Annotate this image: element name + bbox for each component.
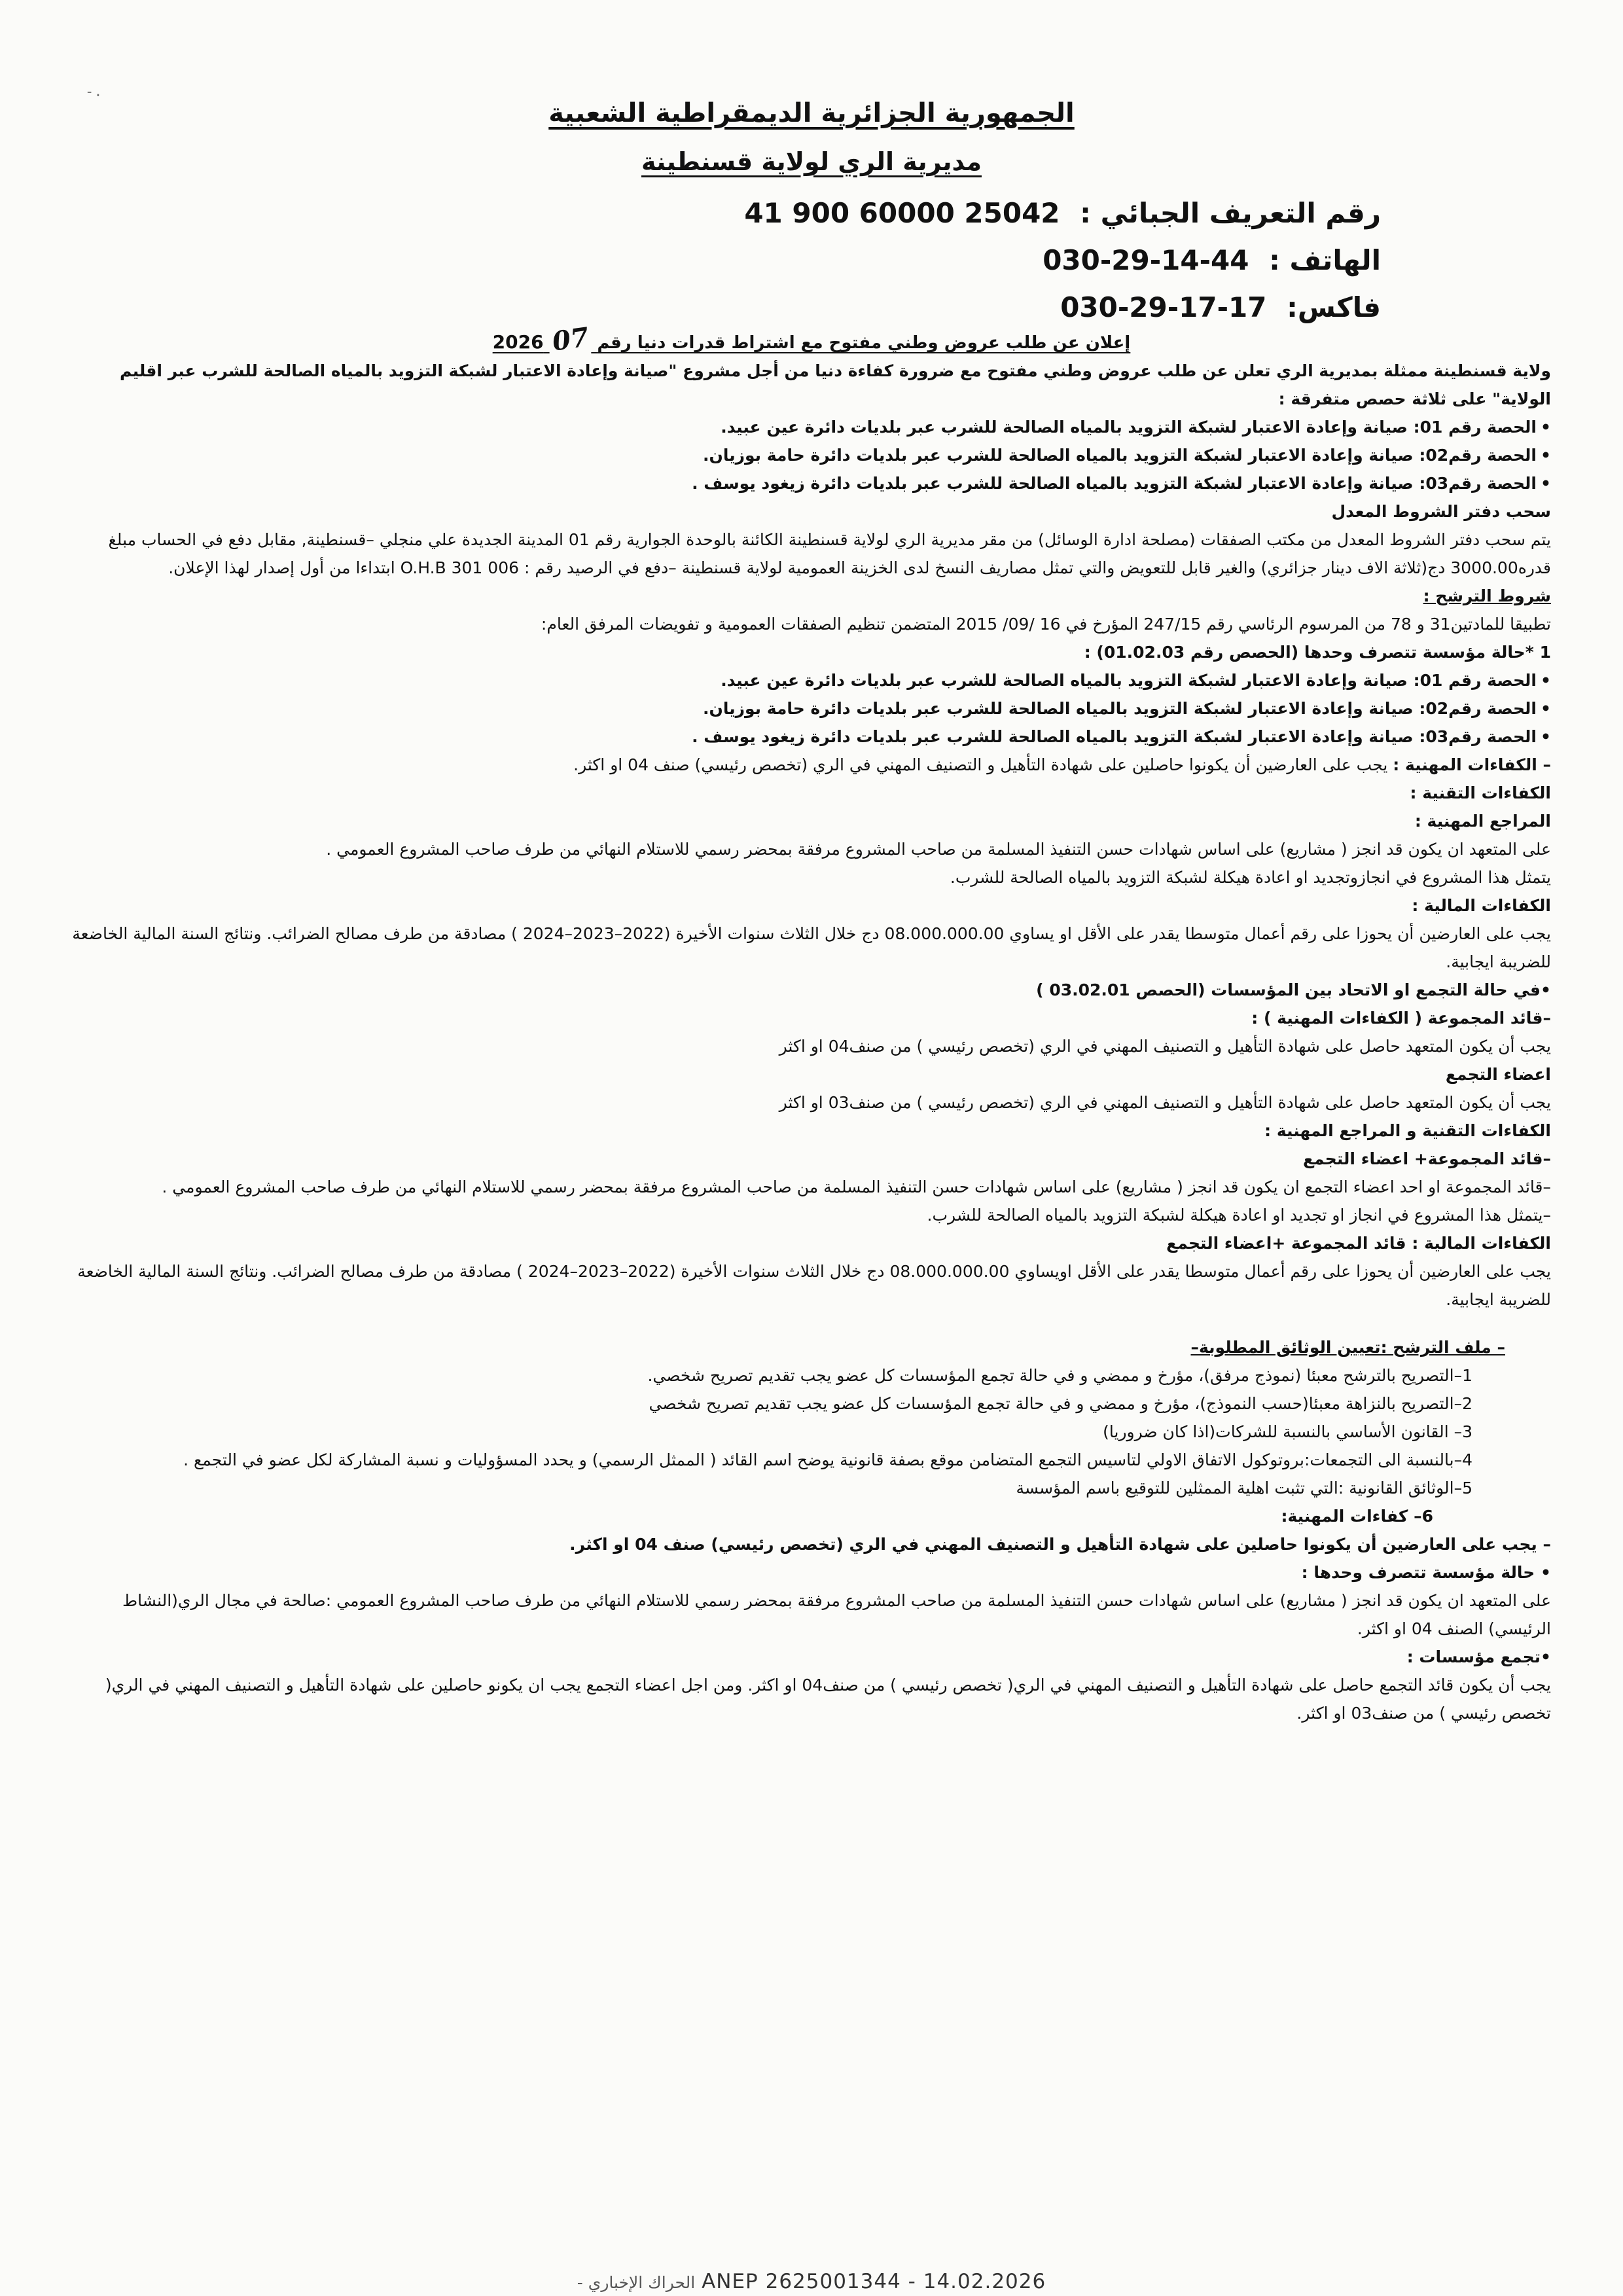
dossier-item-4: 4–بالنسبة الى التجمعات:بروتوكول الاتفاق الاولي لتاسيس التجمع المتضامن موقع بصفة قانونية يوضح اسم القائد ( الممثل الرسمي) و يحدد المسؤوليات و نسبة المشاركة لكل عضو في التجمع . bbox=[183, 1450, 1472, 1469]
withdrawal-heading: سحب دفتر الشروط المعدل bbox=[1331, 502, 1551, 521]
withdrawal-paragraph: يتم سحب دفتر الشروط المعدل من مكتب الصفقات (مصلحة ادارة الوسائل) من مقر مديرية الري لولاية قسنطينة الكائنة بالوحدة الجوارية رقم 01 المدينة الجديدة علي منجلي –قسنطينة, مقابل دفع في الحساب مبلغ قدره3000.00 دج(ثلاثة الاف دينار جزائري) والغير قابل للتعويض والتي تمثل مصاريف النسخ لدى الخزينة العمومية لولاية قسنطينة –دفع في الرصيد رقم : O.H.B 301 006 ابتداءا من أول إصدار لهذا الإعلان. bbox=[108, 530, 1551, 577]
professional-references-text-2: يتمثل هذا المشروع في انجازوتجديد او اعادة هيكلة لشبكة التزويد بالمياه الصالحة للشرب. bbox=[950, 868, 1551, 887]
dossier-item-6-text: – يجب على العارضين أن يكونوا حاصلين على شهادة التأهيل و التصنيف المهني في الري (تخصص رئيسي) صنف 04 او اكثر. bbox=[569, 1535, 1551, 1554]
professional-references-text-1: على المتعهد ان يكون قد انجز ( مشاريع) على اساس شهادات حسن التنفيذ المسلمة من صاحب المشروع مرفقة بمحضر رسمي للاستلام النهائي من طرف صاحب المشروع العمومي . bbox=[326, 840, 1551, 859]
conditions-heading: شروط الترشح : bbox=[1423, 586, 1551, 605]
group-companies-heading: •تجمع مؤسسات : bbox=[1406, 1647, 1551, 1666]
technical-references-heading: الكفاءات التقنية و المراجع المهنية : bbox=[1264, 1121, 1551, 1140]
announcement-title-text: إعلان عن طلب عروض وطني مفتوح مع اشتراط قدرات دنيا رقم bbox=[597, 333, 1131, 353]
phone-row bbox=[596, 237, 1381, 284]
handwritten-lot-number: 07 bbox=[550, 321, 591, 357]
professional-references-heading: المراجع المهنية : bbox=[1414, 812, 1551, 831]
announcement-title bbox=[0, 321, 1623, 357]
contact-block bbox=[596, 190, 1381, 331]
dossier-item-1: 1–التصريح بالترشح معبئا (نموذج مرفق)، مؤرخ و ممضي و في حالة تجمع المؤسسات كل عضو يجب تقديم تصريح شخصي. bbox=[647, 1366, 1472, 1385]
fax-value: 030-29-17-17 bbox=[1060, 291, 1267, 323]
anep-reference: ANEP 2625001344 - 14.02.2026 bbox=[702, 2270, 1046, 2293]
intro-lot-1: • الحصة رقم 01: صيانة وإعادة الاعتبار لشبكة التزويد بالمياه الصالحة للشرب عبر بلديات دائرة عين عبيد. bbox=[65, 413, 1551, 441]
case1-lot-1: • الحصة رقم 01: صيانة وإعادة الاعتبار لشبكة التزويد بالمياه الصالحة للشرب عبر بلديات دائرة عين عبيد. bbox=[65, 666, 1551, 694]
fax-label: فاكس: bbox=[1287, 291, 1381, 323]
footer bbox=[0, 2270, 1623, 2293]
financial-competence-heading: الكفاءات المالية : bbox=[1412, 896, 1551, 915]
leader-members-heading: –قائد المجموعة+ اعضاء التجمع bbox=[1302, 1149, 1551, 1168]
section-gap bbox=[65, 1314, 1551, 1333]
intro-paragraph: ولاية قسنطينة ممثلة بمديرية الري تعلن عن طلب عروض وطني مفتوح مع ضرورة كفاءة دنيا من أجل مشروع "صيانة وإعادة الاعتبار لشبكة التزويد بالمياه الصالحة للشرب عبر اقليم الولاية" على ثلاثة حصص متفرقة : bbox=[120, 361, 1551, 408]
leader-members-text-1: –قائد المجموعة او احد اعضاء التجمع ان يكون قد انجز ( مشاريع) على اساس شهادات حسن التنفيذ المسلمة من صاحب المشروع مرفقة بمحضر رسمي للاستلام النهائي من طرف صاحب المشروع العمومي . bbox=[162, 1177, 1551, 1196]
dossier-item-5: 5–الوثائق القانونية :التي تثبت اهلية الممثلين للتوقيع باسم المؤسسة bbox=[1016, 1479, 1472, 1498]
republic-header: الجمهورية الجزائرية الديمقراطية الشعبية bbox=[548, 98, 1075, 128]
technical-competence-heading: الكفاءات التقنية : bbox=[1410, 783, 1551, 802]
dossier-item-6-heading: 6– كفاءات المهنية: bbox=[1281, 1507, 1433, 1526]
fiscal-id-label: رقم التعريف الجبائي : bbox=[1080, 197, 1381, 229]
group-members-text: يجب أن يكون المتعهد حاصل على شهادة التأهيل و التصنيف المهني في الري (تخصص رئيسي ) من صنف03 او اكثر bbox=[779, 1093, 1551, 1112]
financial-competence-group-text: يجب على العارضين أن يحوزا على رقم أعمال متوسطا يقدر على الأقل اويساوي 08.000.000.00 دج خلال الثلاث سنوات الأخيرة (2022–2023–2024 ) مصادقة من طرف مصالح الضرائب. ونتائج السنة المالية الخاضعة للضريبة ايجابية. bbox=[77, 1262, 1551, 1309]
financial-competence-text: يجب على العارضين أن يحوزا على رقم أعمال متوسطا يقدر على الأقل او يساوي 08.000.000.00 دج خلال الثلاث سنوات الأخيرة (2022–2023–2024 ) مصادقة من طرف مصالح الضرائب. ونتائج السنة المالية الخاضعة للضريبة ايجابية. bbox=[72, 924, 1551, 971]
professional-competence bbox=[65, 751, 1551, 779]
group-leader-heading: –قائد المجموعة ( الكفاءات المهنية ) : bbox=[1251, 1009, 1551, 1028]
group-leader-text: يجب أن يكون المتعهد حاصل على شهادة التأهيل و التصنيف المهني في الري (تخصص رئيسي ) من صنف04 او اكثر bbox=[779, 1037, 1551, 1056]
leader-members-text-2: –يتمثل هذا المشروع في انجاز او تجديد او اعادة هيكلة لشبكة التزويد بالمياه الصالحة للشرب. bbox=[927, 1206, 1551, 1225]
case1-lot-3: • الحصة رقم03: صيانة وإعادة الاعتبار لشبكة التزويد بالمياه الصالحة للشرب عبر بلديات دائرة زيغود يوسف . bbox=[65, 723, 1551, 751]
fiscal-id-row bbox=[596, 190, 1381, 237]
phone-value: 030-29-14-44 bbox=[1043, 244, 1249, 276]
case1-lot-2: • الحصة رقم02: صيانة وإعادة الاعتبار لشبكة التزويد بالمياه الصالحة للشرب عبر بلديات دائرة حامة بوزيان. bbox=[65, 694, 1551, 723]
case1-heading: 1 *حالة مؤسسة تتصرف وحدها (الحصص رقم 01.02.03) : bbox=[1084, 643, 1551, 662]
intro-lot-2: • الحصة رقم02: صيانة وإعادة الاعتبار لشبكة التزويد بالمياه الصالحة للشرب عبر بلديات دائرة حامة بوزيان. bbox=[65, 441, 1551, 469]
professional-competence-label: – الكفاءات المهنية : bbox=[1393, 755, 1551, 774]
phone-label: الهاتف : bbox=[1269, 244, 1381, 276]
professional-competence-text: يجب على العارضين أن يكونوا حاصلين على شهادة التأهيل و التصنيف المهني في الري (تخصص رئيسي) صنف 04 او اكثر. bbox=[573, 755, 1388, 774]
fiscal-id-value: 41 900 60000 25042 bbox=[744, 197, 1060, 229]
publication-name: الحراك الإخباري - bbox=[577, 2273, 696, 2292]
dossier-item-2: 2–التصريح بالنزاهة معبئا(حسب النموذج)، مؤرخ و ممضي و في حالة تجمع المؤسسات كل عضو يجب تقديم تصريح شخصي bbox=[649, 1394, 1472, 1413]
case2-heading: •في حالة التجمع او الاتحاد بين المؤسسات (الحصص 03.02.01 ) bbox=[1036, 980, 1551, 999]
group-members-heading: اعضاء التجمع bbox=[1445, 1065, 1551, 1084]
solo-company-heading: • حالة مؤسسة تتصرف وحدها : bbox=[1301, 1563, 1551, 1582]
legal-basis: تطبيقا للمادتين31 و 78 من المرسوم الرئاسي رقم 247/15 المؤرخ في 16 /09/ 2015 المتضمن تنظيم الصفقات العمومية و تفويضات المرفق العام: bbox=[541, 615, 1551, 634]
directorate-header: مديرية الري لولاية قسنطينة bbox=[641, 147, 982, 176]
intro-lot-3: • الحصة رقم03: صيانة وإعادة الاعتبار لشبكة التزويد بالمياه الصالحة للشرب عبر بلديات دائرة زيغود يوسف . bbox=[65, 469, 1551, 497]
announcement-year: 2026 bbox=[492, 331, 544, 353]
dossier-heading: – ملف الترشح :تعيين الوثائق المطلوبة– bbox=[1190, 1338, 1505, 1357]
financial-competence-group-heading: الكفاءات المالية : قائد المجموعة +اعضاء التجمع bbox=[1166, 1234, 1551, 1253]
scan-artifact: -. bbox=[85, 84, 103, 100]
group-companies-text: يجب أن يكون قائد التجمع حاصل على شهادة التأهيل و التصنيف المهني في الري( تخصص رئيسي ) من صنف04 او اكثر. ومن اجل اعضاء التجمع يجب ان يكونو حاصلين على شهادة التأهيل و التصنيف المهني في الري( تخصص رئيسي ) من صنف03 او اكثر. bbox=[105, 1676, 1551, 1723]
announcement-body bbox=[65, 357, 1551, 1727]
solo-company-text: على المتعهد ان يكون قد انجز ( مشاريع) على اساس شهادات حسن التنفيذ المسلمة من صاحب المشروع مرفقة بمحضر رسمي للاستلام النهائي من طرف صاحب المشروع العمومي :صالحة في مجال الري(النشاط الرئيسي) الصنف 04 او اكثر. bbox=[122, 1591, 1551, 1638]
dossier-item-3: 3– القانون الأساسي بالنسبة للشركات(اذا كان ضروريا) bbox=[1103, 1422, 1472, 1441]
